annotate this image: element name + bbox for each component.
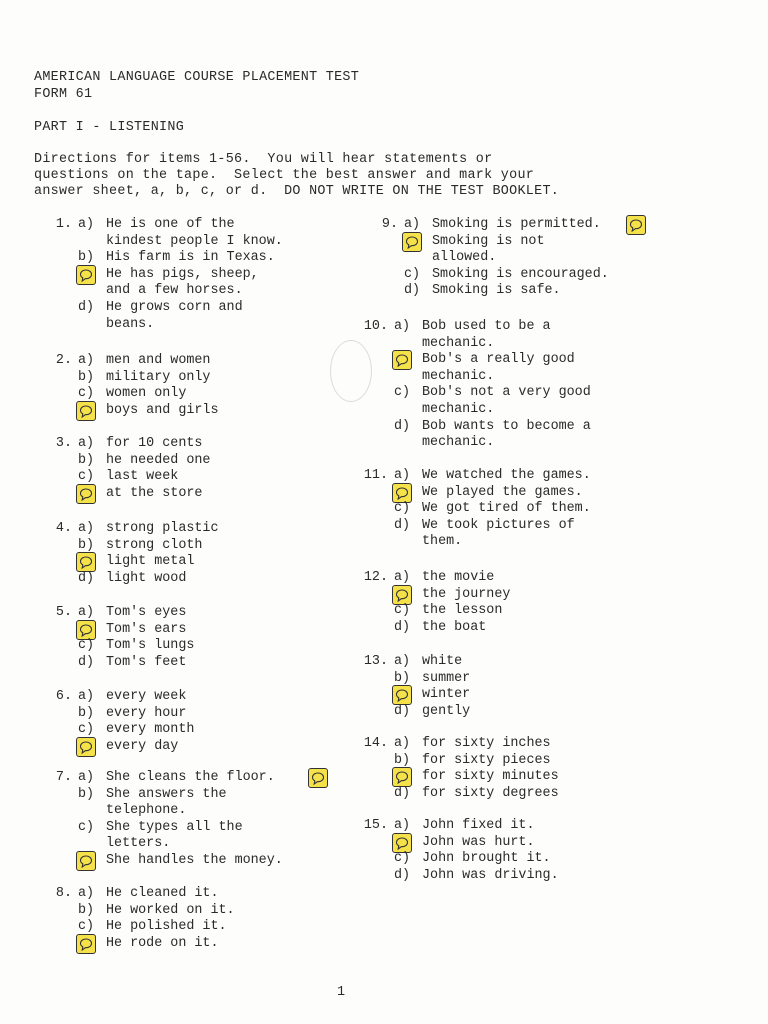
- option-text: [106, 250, 275, 267]
- option-text-line: for sixty minutes: [422, 769, 559, 785]
- option-letter: d): [394, 619, 411, 635]
- option-text-line: She handles the money.: [106, 853, 283, 868]
- question-number: 4.: [55, 521, 72, 536]
- option-text: [106, 554, 194, 571]
- option-text-line: at the store: [106, 485, 203, 501]
- option-text: [422, 603, 502, 620]
- option-text-line: We played the games.: [422, 484, 583, 500]
- option-letter: a): [78, 436, 95, 451]
- option-text: [106, 469, 178, 486]
- option-text-line: every month: [106, 722, 195, 738]
- option-text: [106, 453, 210, 470]
- option-text: [422, 501, 591, 518]
- option-text-line: strong cloth: [106, 537, 203, 553]
- option-letter: d): [394, 418, 411, 434]
- option-letter: d): [394, 517, 411, 533]
- option-text: [422, 769, 559, 786]
- option-text: [422, 786, 559, 803]
- option-text: [422, 587, 510, 604]
- option-text: [106, 436, 202, 453]
- option-text-line: summer: [422, 670, 471, 686]
- option-text-line: men and women: [106, 353, 211, 368]
- option-letter: d): [394, 867, 411, 883]
- option-text: [106, 903, 235, 920]
- option-text-line: for 10 cents: [106, 436, 203, 451]
- option-letter: d): [78, 654, 95, 670]
- option-text-line: for sixty pieces: [422, 752, 551, 768]
- option-text-line: Smoking is permitted.: [432, 217, 601, 232]
- option-text-line: the journey: [422, 586, 511, 602]
- question-number: 14.: [363, 736, 388, 751]
- directions-line-1: Directions for items 1-56. You will hear statements or: [34, 152, 493, 167]
- option-text: [422, 468, 591, 485]
- option-text-line: last week: [106, 469, 179, 485]
- option-text: [106, 486, 202, 503]
- option-text: [106, 571, 186, 588]
- option-letter: c): [78, 638, 95, 654]
- option-text-line: mechanic.: [422, 335, 495, 351]
- option-text: [106, 787, 227, 820]
- option-text: [106, 386, 186, 403]
- question-number: 15.: [363, 818, 388, 833]
- option-letter: c): [394, 501, 411, 517]
- option-text: [422, 385, 591, 418]
- option-text-line: for sixty inches: [422, 736, 551, 751]
- question-number: 6.: [55, 689, 72, 704]
- option-letter: b): [78, 452, 95, 468]
- option-text: [106, 770, 275, 787]
- speech-bubble-icon: [76, 401, 96, 421]
- option-text: [432, 234, 545, 267]
- option-text: [422, 671, 470, 688]
- question-number: 2.: [55, 353, 72, 368]
- directions-line-2: questions on the tape. Select the best answer and mark your: [34, 168, 535, 183]
- option-letter: a): [78, 521, 95, 536]
- option-text: [106, 300, 243, 333]
- option-text-line: Tom's feet: [106, 654, 187, 670]
- option-text-line: light metal: [106, 554, 195, 570]
- option-text: [432, 283, 561, 300]
- option-text-line: winter: [422, 687, 471, 703]
- question-number: 10.: [363, 319, 388, 334]
- speech-bubble-icon: [392, 585, 412, 605]
- option-letter: c): [78, 722, 95, 738]
- option-text-line: Bob's a really good: [422, 352, 575, 368]
- option-letter: d): [394, 785, 411, 801]
- option-text: [106, 820, 243, 853]
- option-letter: a): [394, 570, 411, 585]
- option-text-line: white: [422, 654, 463, 669]
- part-heading: PART I - LISTENING: [34, 120, 185, 135]
- option-letter: b): [78, 537, 95, 553]
- option-text: [422, 818, 535, 835]
- option-letter: b): [78, 786, 95, 802]
- option-letter: d): [394, 703, 411, 719]
- speech-bubble-icon: [76, 737, 96, 757]
- option-text-line: every hour: [106, 705, 187, 721]
- option-text-line: He worked on it.: [106, 902, 235, 918]
- option-text-line: allowed.: [432, 250, 497, 266]
- option-text-line: John was hurt.: [422, 834, 535, 850]
- question-number: 5.: [55, 605, 72, 620]
- option-text-line: He rode on it.: [106, 935, 219, 951]
- option-text-line: Tom's ears: [106, 621, 187, 637]
- option-text-line: We watched the games.: [422, 468, 591, 483]
- option-text-line: the boat: [422, 619, 487, 635]
- option-text-line: His farm is in Texas.: [106, 250, 275, 266]
- option-text-line: Bob used to be a: [422, 319, 551, 334]
- option-text-line: Tom's eyes: [106, 605, 187, 620]
- option-text-line: He grows corn and: [106, 300, 243, 315]
- option-text-line: Tom's lungs: [106, 638, 195, 654]
- option-letter: a): [394, 319, 411, 334]
- option-letter: b): [78, 369, 95, 385]
- question-number: 12.: [363, 570, 388, 585]
- question-number: 9.: [381, 217, 398, 232]
- option-text-line: John was driving.: [422, 867, 559, 883]
- option-text: [106, 217, 283, 250]
- option-text: [106, 521, 219, 538]
- scan-smudge: [330, 340, 372, 402]
- option-text: [422, 485, 583, 502]
- option-text: [106, 739, 178, 756]
- option-letter: a): [78, 689, 95, 704]
- option-text-line: kindest people I know.: [106, 233, 283, 249]
- option-letter: a): [394, 468, 411, 483]
- option-text-line: and a few horses.: [106, 283, 243, 299]
- option-text-line: mechanic.: [422, 368, 495, 384]
- option-text-line: Bob wants to become a: [422, 418, 591, 434]
- option-text-line: beans.: [106, 316, 155, 332]
- option-text: [106, 605, 186, 622]
- option-text-line: Smoking is safe.: [432, 283, 561, 299]
- option-letter: c): [404, 266, 421, 282]
- option-letter: c): [394, 851, 411, 867]
- speech-bubble-icon: [76, 851, 96, 871]
- test-title: AMERICAN LANGUAGE COURSE PLACEMENT TEST: [34, 70, 360, 85]
- option-text: [106, 353, 210, 370]
- option-text: [422, 518, 575, 551]
- option-text-line: He is one of the: [106, 217, 235, 232]
- option-text: [422, 319, 551, 352]
- form-label: FORM 61: [34, 87, 93, 102]
- speech-bubble-icon: [402, 232, 422, 252]
- option-text-line: women only: [106, 386, 187, 402]
- option-letter: a): [78, 605, 95, 620]
- question-number: 1.: [55, 217, 72, 232]
- option-text: [106, 853, 283, 870]
- option-text-line: He polished it.: [106, 919, 227, 935]
- speech-bubble-icon: [76, 265, 96, 285]
- option-text: [106, 538, 202, 555]
- option-text-line: he needed one: [106, 452, 211, 468]
- option-text: [106, 919, 227, 936]
- option-text-line: the lesson: [422, 603, 503, 619]
- option-letter: c): [394, 603, 411, 619]
- option-letter: d): [78, 300, 95, 315]
- option-text-line: strong plastic: [106, 521, 219, 536]
- speech-bubble-icon: [76, 620, 96, 640]
- speech-bubble-icon: [308, 768, 328, 788]
- option-letter: c): [78, 386, 95, 402]
- page-number: 1: [337, 985, 346, 1000]
- option-text-line: every week: [106, 689, 187, 704]
- option-text: [106, 622, 186, 639]
- option-letter: a): [78, 770, 95, 785]
- option-text-line: She answers the: [106, 786, 227, 802]
- speech-bubble-icon: [76, 552, 96, 572]
- option-text-line: letters.: [106, 836, 171, 852]
- speech-bubble-icon: [392, 350, 412, 370]
- option-text-line: military only: [106, 369, 211, 385]
- option-text: [422, 419, 591, 452]
- speech-bubble-icon: [76, 484, 96, 504]
- option-text-line: She cleans the floor.: [106, 770, 275, 785]
- option-text-line: mechanic.: [422, 401, 495, 417]
- option-text-line: John fixed it.: [422, 818, 535, 833]
- question-number: 13.: [363, 654, 388, 669]
- option-letter: a): [78, 353, 95, 368]
- option-letter: d): [404, 283, 421, 299]
- option-text: [106, 267, 259, 300]
- option-text: [422, 620, 486, 637]
- question-number: 7.: [55, 770, 72, 785]
- option-text: [106, 886, 219, 903]
- question-number: 8.: [55, 886, 72, 901]
- option-letter: a): [78, 886, 95, 901]
- option-letter: a): [394, 818, 411, 833]
- speech-bubble-icon: [392, 767, 412, 787]
- option-text: [422, 868, 559, 885]
- option-text-line: We took pictures of: [422, 517, 575, 533]
- option-text-line: mechanic.: [422, 435, 495, 451]
- option-letter: b): [394, 670, 411, 686]
- option-text-line: the movie: [422, 570, 495, 585]
- option-text: [422, 654, 462, 671]
- option-text: [432, 267, 609, 284]
- option-letter: d): [78, 570, 95, 586]
- option-text: [106, 689, 186, 706]
- option-text-line: He cleaned it.: [106, 886, 219, 901]
- option-letter: b): [394, 752, 411, 768]
- option-text: [422, 736, 551, 753]
- option-text-line: John brought it.: [422, 851, 551, 867]
- speech-bubble-icon: [626, 215, 646, 235]
- option-letter: a): [404, 217, 421, 232]
- directions-line-3: answer sheet, a, b, c, or d. DO NOT WRITE ON THE TEST BOOKLET.: [34, 184, 560, 199]
- option-text-line: light wood: [106, 570, 187, 586]
- speech-bubble-icon: [392, 685, 412, 705]
- speech-bubble-icon: [392, 833, 412, 853]
- option-text: [432, 217, 601, 234]
- question-number: 3.: [55, 436, 72, 451]
- option-letter: c): [394, 385, 411, 401]
- option-text: [106, 936, 219, 953]
- option-text: [106, 403, 219, 420]
- option-text: [106, 638, 194, 655]
- option-letter: a): [394, 654, 411, 669]
- option-text-line: She types all the: [106, 819, 243, 835]
- option-text: [422, 704, 470, 721]
- option-letter: a): [394, 736, 411, 751]
- option-letter: c): [78, 919, 95, 935]
- question-number: 11.: [363, 468, 388, 483]
- option-text: [106, 722, 194, 739]
- option-text: [422, 687, 470, 704]
- option-text: [422, 851, 551, 868]
- option-text-line: We got tired of them.: [422, 501, 591, 517]
- option-letter: c): [78, 819, 95, 835]
- option-text: [106, 370, 210, 387]
- option-text-line: Smoking is encouraged.: [432, 266, 609, 282]
- option-text-line: them.: [422, 534, 463, 550]
- option-text: [106, 655, 186, 672]
- option-letter: b): [78, 705, 95, 721]
- option-letter: b): [78, 902, 95, 918]
- option-text-line: Bob's not a very good: [422, 385, 591, 401]
- option-text-line: Smoking is not: [432, 233, 545, 249]
- option-text: [422, 835, 535, 852]
- option-text-line: gently: [422, 703, 471, 719]
- option-letter: b): [78, 250, 95, 266]
- option-text: [422, 352, 575, 385]
- option-text: [106, 706, 186, 723]
- speech-bubble-icon: [76, 934, 96, 954]
- option-text: [422, 570, 494, 587]
- option-letter: c): [78, 469, 95, 485]
- speech-bubble-icon: [392, 483, 412, 503]
- option-text-line: He has pigs, sheep,: [106, 266, 259, 282]
- option-text-line: boys and girls: [106, 402, 219, 418]
- option-text-line: every day: [106, 738, 179, 754]
- option-text: [422, 753, 551, 770]
- option-text-line: for sixty degrees: [422, 785, 559, 801]
- option-text-line: telephone.: [106, 803, 187, 819]
- option-letter: a): [78, 217, 95, 232]
